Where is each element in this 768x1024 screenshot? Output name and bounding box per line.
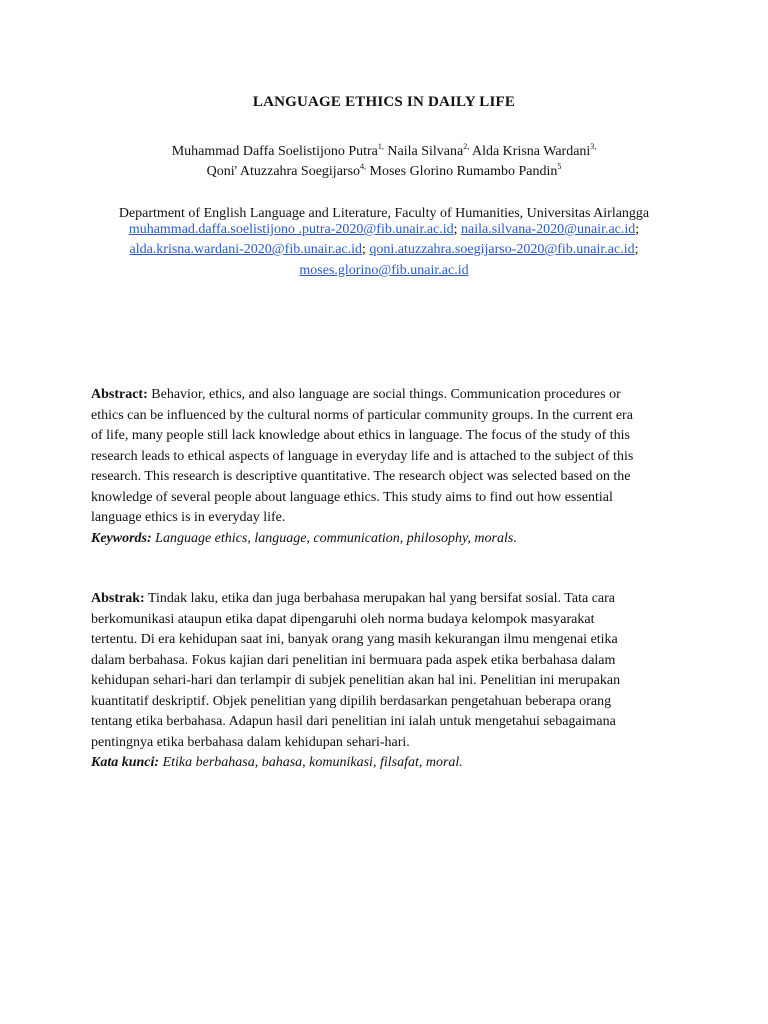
abstract-line: of life, many people still lack knowledge about ethics in language. The focus of the study of this [91, 428, 630, 443]
abstract-line: language ethics is in everyday life. [91, 510, 286, 525]
abstract-line: knowledge of several people about language ethics. This study aims to find out how essential [91, 489, 613, 505]
paper-title: LANGUAGE ETHICS IN DAILY LIFE [252, 94, 516, 110]
abstrak-line: berkomunikasi ataupun etika dapat dipengaruhi oleh norma budaya kelompok masyarakat [91, 611, 595, 627]
author-name-5: Moses Glorino Rumambo Pandin [369, 164, 558, 179]
kata-kunci-line [91, 753, 691, 774]
kata-kunci-text: Etika berbahasa, bahasa, komunikasi, filsafat, moral. [159, 755, 463, 770]
email-link-3[interactable]: alda.krisna.wardani-2020@fib.unair.ac.id [129, 242, 363, 257]
author-line-2 [0, 162, 768, 182]
abstrak-line: tentang etika berbahasa. Adapun hasil dari penelitian ini ialah untuk mengetahui sebagaimana [91, 714, 616, 729]
abstrak-line: kehidupan sehari-hari dan terlampir di subjek penelitian akan hal ini. Penelitian ini merupakan [91, 673, 621, 688]
email-separator-4: ; [634, 242, 639, 257]
email-line-3 [0, 261, 768, 281]
author-name-4: Qoni' Atuzzahra Soegijarso [206, 164, 361, 179]
email-link-2[interactable]: naila.silvana-2020@unair.ac.id [461, 222, 636, 237]
author-mark-1: 1, [377, 142, 384, 151]
abstrak-label: Abstrak: [91, 591, 145, 606]
abstract-label: Abstract: [91, 387, 148, 402]
email-line-1 [0, 220, 768, 240]
abstrak-line: pentingnya etika berbahasa dalam kehidupan sehari-hari. [91, 734, 410, 750]
abstract-line: research. This research is descriptive quantitative. The research object was selected based on the [91, 469, 631, 484]
abstract-english [91, 385, 691, 549]
email-separator-3: ; [362, 242, 366, 257]
author-mark-5: 5 [557, 162, 562, 171]
email-separator-2: ; [635, 222, 640, 237]
author-name-2: Naila Silvana [387, 144, 464, 159]
abstract-line: research leads to ethical aspects of language in everyday life and is attached to the subject of this [91, 448, 634, 464]
email-link-1[interactable]: muhammad.daffa.soelistijono .putra-2020@fib.unair.ac.id [128, 222, 454, 237]
abstract-line: Abstract: Behavior, ethics, and also language are social things. Communication procedures or [91, 387, 621, 402]
author-name-3: Alda Krisna Wardani [471, 144, 591, 159]
keywords-text: Language ethics, language, communication, philosophy, morals. [151, 530, 517, 546]
author-mark-2: 2, [463, 142, 470, 151]
email-link-4[interactable]: qoni.atuzzahra.soegijarso-2020@fib.unair.ac.id [369, 242, 635, 257]
abstrak-line: dalam berbahasa. Fokus kajian dari penelitian ini bermuara pada aspek etika berbahasa dalam [91, 652, 616, 668]
abstract-indonesian [91, 589, 691, 774]
abstract-line: ethics can be influenced by the cultural norms of particular community groups. In the current era [91, 407, 633, 423]
affiliation: Department of English Language and Literature, Faculty of Humanities, Universitas Airlangga [118, 206, 650, 221]
abstrak-line: tertentu. Di era kehidupan saat ini, banyak orang yang masih kekurangan ilmu mengenai etika [91, 632, 618, 647]
author-mark-3: 3, [590, 142, 597, 151]
email-separator-1: ; [453, 222, 458, 237]
author-line-1 [0, 142, 768, 162]
email-link-5[interactable]: moses.glorino@fib.unair.ac.id [299, 263, 469, 278]
kata-kunci-label: Kata kunci: [91, 755, 160, 770]
keywords-line [91, 529, 691, 550]
abstrak-line: Abstrak: Tindak laku, etika dan juga berbahasa merupakan hal yang bersifat sosial. Tata cara [91, 591, 615, 606]
abstrak-line: kuantitatif deskriptif. Objek penelitian yang dipilih berdasarkan pengetahuan beberapa orang [91, 693, 612, 709]
keywords-label: Keywords: [91, 530, 152, 546]
author-name-1: Muhammad Daffa Soelistijono Putra [171, 144, 378, 159]
email-line-2 [0, 240, 768, 260]
author-mark-4: 4, [360, 162, 367, 171]
